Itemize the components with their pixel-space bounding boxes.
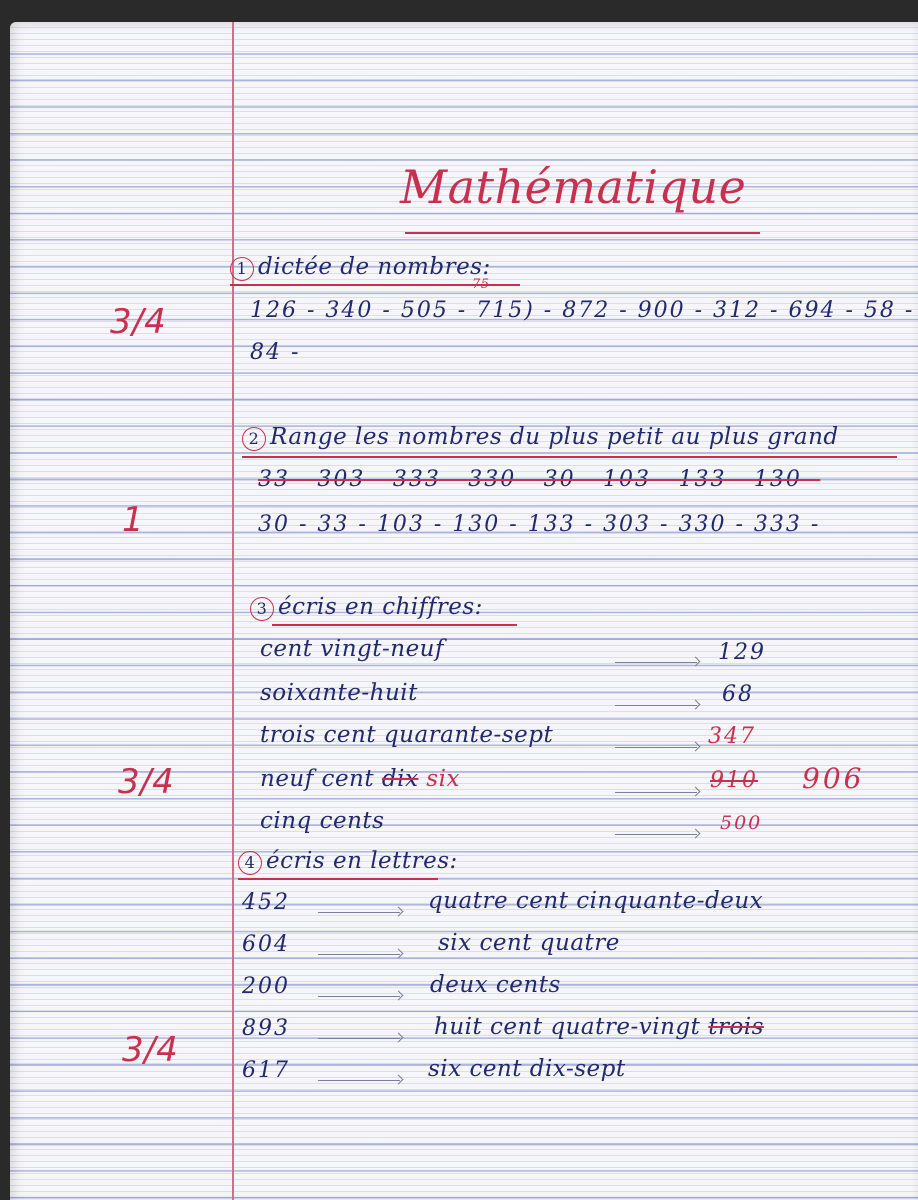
- arrow-icon: [318, 996, 400, 997]
- margin-line: [232, 22, 234, 1200]
- s3-row5-words: cinq cents: [260, 808, 385, 834]
- s3-row2-value: 68: [722, 682, 754, 707]
- s3-row4-fix-word: six: [426, 766, 460, 792]
- s4-row3-words: deux cents: [430, 972, 561, 998]
- section1-grade: 3/4: [110, 302, 167, 342]
- arrow-icon: [615, 705, 697, 706]
- arrow-icon: [615, 792, 697, 793]
- section3-heading-text: écris en chiffres:: [278, 594, 483, 620]
- arrow-icon: [318, 954, 400, 955]
- section2-underline: [242, 456, 897, 458]
- s4-row4-struck-word: trois: [708, 1014, 764, 1040]
- section1-heading: [230, 254, 491, 281]
- s4-row2-words: six cent quatre: [438, 930, 620, 956]
- arrow-icon: [615, 834, 697, 835]
- arrow-icon: [318, 1038, 400, 1039]
- section1-number: 1: [230, 257, 254, 281]
- s4-row5-value: 617: [242, 1058, 290, 1083]
- section4-number: 4: [238, 851, 262, 875]
- s3-row1-words: cent vingt-neuf: [260, 636, 445, 662]
- arrow-icon: [615, 662, 697, 663]
- s4-row1-value: 452: [242, 890, 290, 915]
- s3-row3-value: 347: [708, 724, 756, 749]
- page-title: Mathématique: [400, 160, 747, 214]
- section3-grade: 3/4: [118, 762, 175, 802]
- section2-heading: [242, 424, 839, 451]
- section1-line1: 126 - 340 - 505 - 715) - 872 - 900 - 312 - 694 - 58 -: [250, 298, 915, 323]
- arrow-icon: [615, 747, 697, 748]
- s3-row5-value: 500: [720, 812, 763, 834]
- section2-grade: 1: [122, 500, 145, 540]
- section4-grade: 3/4: [122, 1030, 179, 1070]
- s4-row3-value: 200: [242, 974, 290, 999]
- s3-row2-words: soixante-huit: [260, 680, 418, 706]
- s4-row1-words: quatre cent cinquante-deux: [428, 888, 764, 914]
- s3-row4-words-text: neuf cent: [260, 766, 375, 792]
- s4-row4-value: 893: [242, 1016, 290, 1041]
- arrow-icon: [318, 912, 400, 913]
- section3-underline: [272, 624, 517, 626]
- section3-heading: [250, 594, 483, 621]
- s3-row4-struck-value: 910: [710, 768, 758, 793]
- s3-row4-fix-value: 906: [802, 762, 865, 795]
- section4-underline: [238, 878, 438, 880]
- section2-number: 2: [242, 427, 266, 451]
- section4-heading: [238, 848, 458, 875]
- section1-line2: 84 -: [250, 340, 301, 365]
- section2-line2: 30 - 33 - 103 - 130 - 133 - 303 - 330 - 333 -: [258, 512, 821, 537]
- s3-row4-words: [260, 766, 460, 792]
- arrow-icon: [318, 1080, 400, 1081]
- section4-heading-text: écris en lettres:: [266, 848, 458, 874]
- section3-number: 3: [250, 597, 274, 621]
- s4-row4-words-text: huit cent quatre-vingt: [434, 1014, 701, 1040]
- notebook-page: [10, 22, 918, 1200]
- section2-heading-text: Range les nombres du plus petit au plus grand: [270, 424, 839, 450]
- s3-row1-value: 129: [718, 640, 766, 665]
- section2-line1: 33 - 303 - 333 - 330 - 30 - 103 - 133 - 130 -: [258, 467, 821, 492]
- section1-correction: 75: [472, 277, 490, 292]
- section1-heading-text: dictée de nombres:: [258, 254, 491, 280]
- s4-row2-value: 604: [242, 932, 290, 957]
- title-underline: [405, 232, 760, 234]
- s3-row4-struck-word: dix: [381, 766, 419, 792]
- s4-row5-words: six cent dix-sept: [428, 1056, 626, 1082]
- s3-row3-words: trois cent quarante-sept: [260, 722, 554, 748]
- s4-row4-words: [434, 1014, 764, 1040]
